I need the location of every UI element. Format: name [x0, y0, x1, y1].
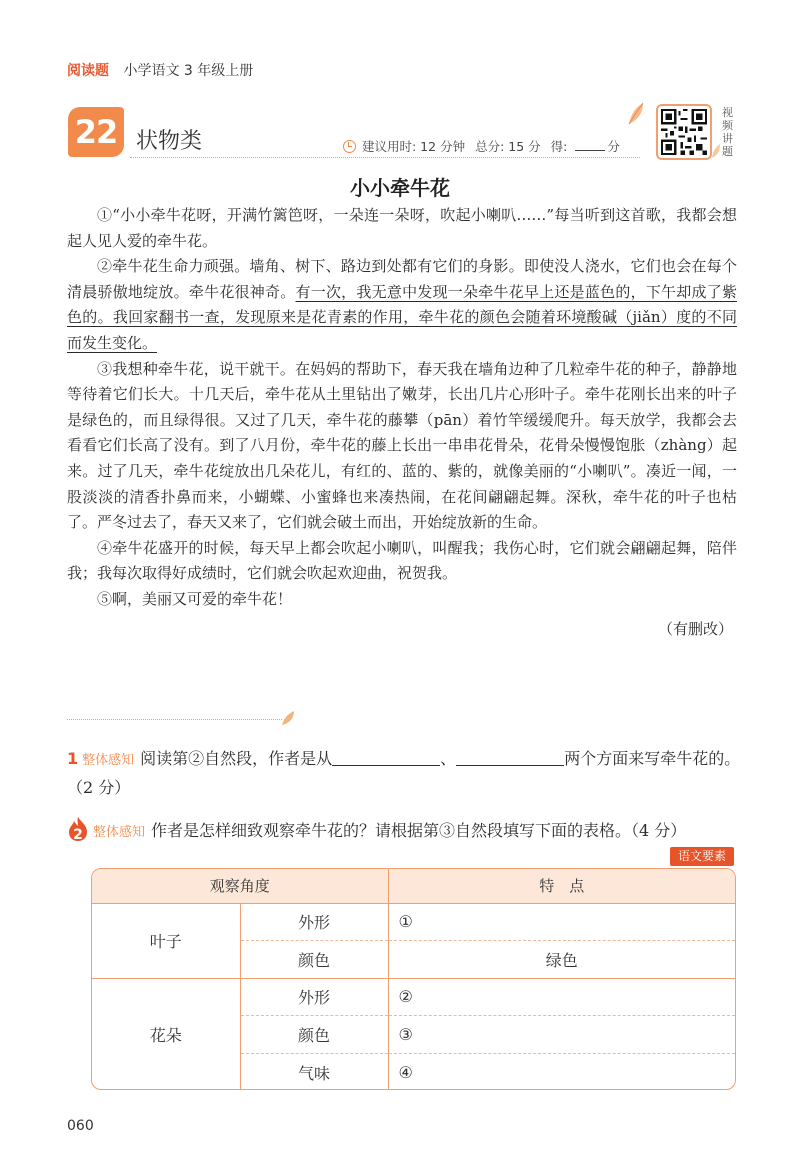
page-number: 060 [67, 1118, 94, 1134]
table-row [92, 903, 735, 941]
paragraph-5: ⑤啊，美丽又可爱的牵牛花！ [97, 589, 293, 608]
running-header [67, 60, 253, 80]
header-feature: 特 点 [388, 869, 735, 903]
paragraph-3: ③我想种牵牛花，说干就干。在妈妈的帮助下，春天我在墙角边种了几粒牵牛花的种子，静静地等待着它们长大。十几天后，牵牛花从土里钻出了嫩芽，长出几片心形叶子。牵牛花刚长出来的叶子是绿色的，而且绿得很。又过了几天，牵牛花的藤攀（pān）着竹竿缓缓爬升。每天放学，我都会去看看它们长高了没有。到了八月份，牵牛花的藤上长出一串串花骨朵，花骨朵慢慢饱胀（zhàng）起来。过了几天，牵牛花绽放出几朵花儿，有红的、蓝的、紫的，就像美丽的“小喇叭”。凑近一闻，一股淡淡的清香扑鼻而来，小蝴蝶、小蜜蜂也来凑热闹，在花间翩翩起舞。深秋，牵牛花的叶子也枯了。严冬过去了，春天又来了，它们就会破土而出，开始绽放新的生命。 [67, 359, 737, 532]
question-2 [67, 816, 747, 846]
row-label-flower: 花朵 [92, 978, 240, 1090]
leaf-icon [625, 100, 647, 126]
paragraph-1: ①“小小牵牛花呀，开满竹篱笆呀，一朵连一朵呀，吹起小喇叭……”每当听到这首歌，我都会想起人见人爱的牵牛花。 [67, 206, 737, 250]
question-1-text-after: 两个方面来写牵牛花的。（2 分） [67, 749, 741, 797]
observation-table [91, 868, 736, 1090]
aspect-color: 颜色 [240, 1016, 388, 1054]
leaf-small-icon [710, 143, 722, 159]
question-1 [67, 745, 747, 801]
paragraph-2 [67, 254, 737, 356]
clock-icon [343, 140, 356, 153]
paragraph-2-underlined: 有一次，我无意中发现一朵牵牛花早上还是蓝色的，下午却成了紫色的。我回家翻书一查，发现原来是花青素的作用，牵牛花的颜色会随着环境酸碱（jiǎn）度的不同而发生变化。 [67, 282, 737, 352]
question-1-tag: 整体感知 [82, 753, 135, 768]
aspect-smell: 气味 [240, 1053, 388, 1090]
question-1-text-before: 阅读第②自然段，作者是从 [140, 749, 333, 768]
lesson-number-badge: 22 [68, 107, 124, 157]
section-tag: 阅读题 [67, 63, 109, 79]
paragraph-4: ④牵牛花盛开的时候，每天早上都会吹起小喇叭，叫醒我；我伤心时，它们就会翩翩起舞，陪伴我；我每次取得好成绩时，它们就会吹起欢迎曲，祝贺我。 [67, 538, 737, 583]
answer-cell-4[interactable]: ④ [398, 1062, 413, 1082]
answer-blank-1[interactable] [332, 750, 440, 766]
aspect-shape: 外形 [240, 903, 388, 941]
qr-code-icon [661, 109, 707, 155]
aspect-color: 颜色 [240, 941, 388, 979]
question-2-tag: 整体感知 [93, 825, 146, 840]
article-title: 小小牵牛花 [350, 176, 450, 200]
score-got-label: 得: [550, 139, 568, 154]
question-1-separator: 、 [440, 749, 457, 768]
answer-blank-2[interactable] [456, 750, 564, 766]
divider-leaf-icon [280, 709, 296, 727]
time-score-info [343, 137, 626, 155]
header-divider [130, 157, 640, 158]
total-score: 总分: 15 分 [475, 139, 541, 154]
suggested-time: 建议用时: 12 分钟 [362, 139, 466, 154]
question-2-text: 作者是怎样细致观察牵牛花的？请根据第③自然段填写下面的表格。（4 分） [151, 821, 687, 840]
row-label-leaf: 叶子 [92, 903, 240, 978]
leaf-color-value: 绿色 [388, 941, 735, 979]
difficulty-flame-icon [67, 816, 89, 842]
header-observation-angle: 观察角度 [92, 869, 388, 903]
language-element-badge: 语文要素 [670, 847, 734, 866]
question-2-number: 2 [73, 827, 83, 843]
table-row [92, 978, 735, 1016]
paragraph-2-text: ②牵牛花生命力顽强。墙角、树下、路边到处都有它们的身影。即使没人浇水，它们也会在每个清晨骄傲地绽放。牵牛花很神奇。 [67, 257, 737, 301]
answer-cell-3[interactable]: ③ [388, 1016, 735, 1054]
article-body [67, 203, 737, 642]
question-1-number: 1 [67, 749, 79, 768]
aspect-shape: 外形 [240, 978, 388, 1016]
video-explain-label: 视频讲题 [722, 106, 733, 158]
book-title: 小学语文 3 年级上册 [123, 63, 254, 79]
table-header-row [92, 869, 735, 903]
score-blank [575, 150, 605, 151]
category-title: 状物类 [136, 129, 203, 154]
abridged-note: （有删改） [657, 619, 733, 638]
qr-code[interactable] [656, 104, 712, 160]
answer-cell-2[interactable]: ② [388, 978, 735, 1016]
section-divider [67, 719, 282, 720]
score-unit: 分 [607, 139, 620, 154]
answer-cell-1[interactable]: ① [388, 903, 735, 941]
